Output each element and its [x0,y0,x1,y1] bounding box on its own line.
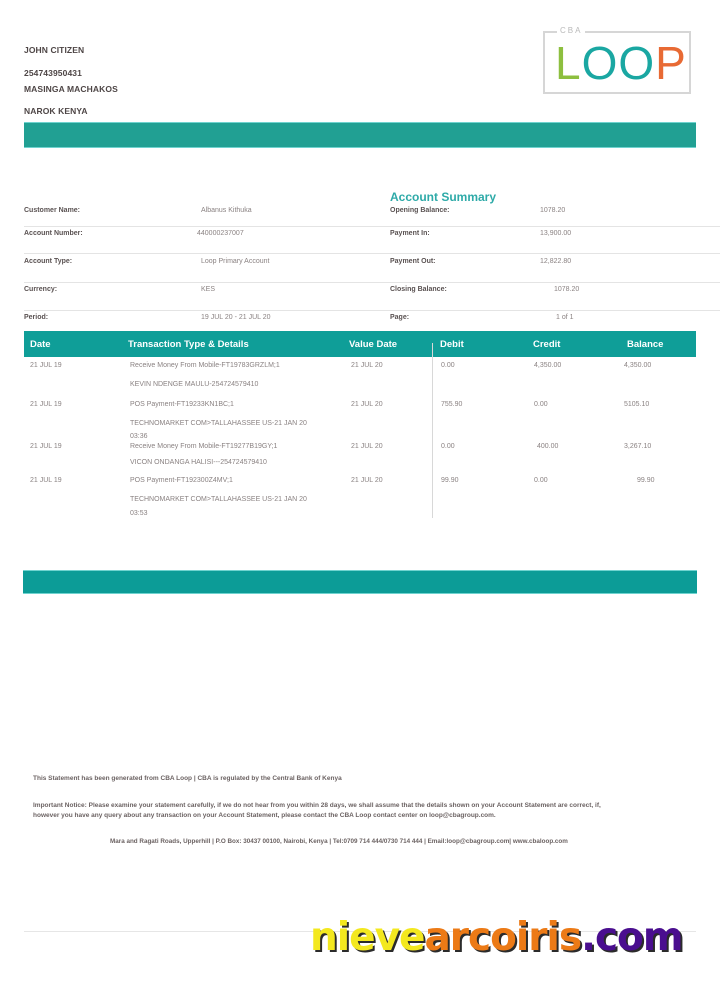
row-date: 21 JUL 19 [30,477,62,484]
watermark [310,914,683,962]
logo-wordmark [555,39,687,87]
header-date: Date [30,339,51,350]
row-details: TECHNOMARKET COM>TALLAHASSEE US-21 JAN 20 [130,420,307,427]
footer-divider-bar [23,570,697,594]
important-notice-line2: however you have any query about any transaction on your Account Statement, please contact the CBA Loop contact center on loop@cbagroup.com. [33,812,496,819]
page-value: 1 of 1 [556,314,574,321]
account-type-label: Account Type: [24,258,73,265]
table-column-divider [432,343,433,518]
customer-address-line1: MASINGA MACHAKOS [24,84,118,94]
header-debit: Debit [440,339,464,350]
row-date: 21 JUL 19 [30,443,62,450]
bank-contact-address: Mara and Ragati Roads, Upperhill | P.O Box: 30437 00100, Nairobi, Kenya | Tel:0709 714 444/0730 714 444 | Email:loop@cbagroup.com| www.cbaloop.com [110,838,568,845]
watermark-part2: arcoiris [424,915,582,960]
important-notice-line1: Important Notice: Please examine your statement carefully, if we do not hear from you within 28 days, we shall assume that the details shown on your Account Statement are correct, if, [33,802,601,809]
row-credit: 0.00 [534,477,548,484]
row-separator [24,310,720,311]
account-summary-title: Account Summary [390,190,497,204]
customer-phone: 254743950431 [24,68,82,78]
row-balance: 99.90 [637,477,655,484]
header-divider-bar [24,122,696,148]
page-label: Page: [390,314,410,321]
row-details: TECHNOMARKET COM>TALLAHASSEE US-21 JAN 20 [130,496,307,503]
row-details-2: 03:36 [130,433,148,440]
closing-balance-value: 1078.20 [554,286,580,293]
row-value-date: 21 JUL 20 [351,443,383,450]
header-details: Transaction Type & Details [128,339,249,350]
payment-in-label: Payment In: [390,230,430,237]
row-credit: 0.00 [534,401,548,408]
period-value: 19 JUL 20 - 21 JUL 20 [201,314,271,321]
period-label: Period: [24,314,49,321]
currency-label: Currency: [24,286,58,293]
row-balance: 3,267.10 [624,443,652,450]
row-value-date: 21 JUL 20 [351,401,383,408]
payment-out-label: Payment Out: [390,258,436,265]
logo-cba-prefix: CBA [557,26,585,35]
header-balance: Balance [627,339,664,350]
header-credit: Credit [533,339,561,350]
row-date: 21 JUL 19 [30,401,62,408]
row-value-date: 21 JUL 20 [351,362,383,369]
row-date: 21 JUL 19 [30,362,62,369]
watermark-part3: .com [581,915,683,960]
watermark-part1: nieve [310,915,425,960]
row-debit: 0.00 [441,443,455,450]
cba-loop-logo [543,26,691,94]
logo-letter-p: P [655,37,687,89]
row-credit: 400.00 [537,443,559,450]
row-details: KEVIN NDENGE MAULU-254724579410 [130,381,259,388]
row-type: Receive Money From Mobile-FT19783GRZLM;1 [130,362,280,369]
row-details: VICON ONDANGA HALISI---254724579410 [130,459,267,466]
account-type-value: Loop Primary Account [201,258,270,265]
customer-name-header: JOHN CITIZEN [24,45,85,55]
customer-address-line2: NAROK KENYA [24,106,88,116]
row-type: POS Payment-FT192300Z4MV;1 [130,477,233,484]
row-type: POS Payment-FT19233KN1BC;1 [130,401,234,408]
currency-value: KES [201,286,216,293]
opening-balance-label: Opening Balance: [390,207,450,214]
row-debit: 755.90 [441,401,463,408]
row-balance: 5105.10 [624,401,650,408]
row-separator [24,282,720,283]
row-separator [24,253,720,254]
closing-balance-label: Closing Balance: [390,286,447,293]
logo-letter-l: L [555,37,582,89]
header-value-date: Value Date [349,339,398,350]
account-number-value: 440000237007 [197,230,244,237]
customer-name-label: Customer Name: [24,207,81,214]
account-number-label: Account Number: [24,230,83,237]
payment-in-value: 13,900.00 [540,230,572,237]
row-credit: 4,350.00 [534,362,562,369]
row-debit: 0.00 [441,362,455,369]
transactions-table-header [24,331,696,357]
opening-balance-value: 1078.20 [540,207,566,214]
row-balance: 4,350.00 [624,362,652,369]
logo-letters-oo: OO [581,37,656,89]
statement-generated-note: This Statement has been generated from CBA Loop | CBA is regulated by the Central Bank of Kenya [33,775,342,782]
customer-name-value: Albanus Kithuka [201,207,252,214]
row-separator [24,226,720,227]
row-value-date: 21 JUL 20 [351,477,383,484]
row-type: Receive Money From Mobile-FT19277B19GY;1 [130,443,278,450]
row-details-2: 03:53 [130,510,148,517]
row-debit: 99.90 [441,477,459,484]
payment-out-value: 12,822.80 [540,258,572,265]
